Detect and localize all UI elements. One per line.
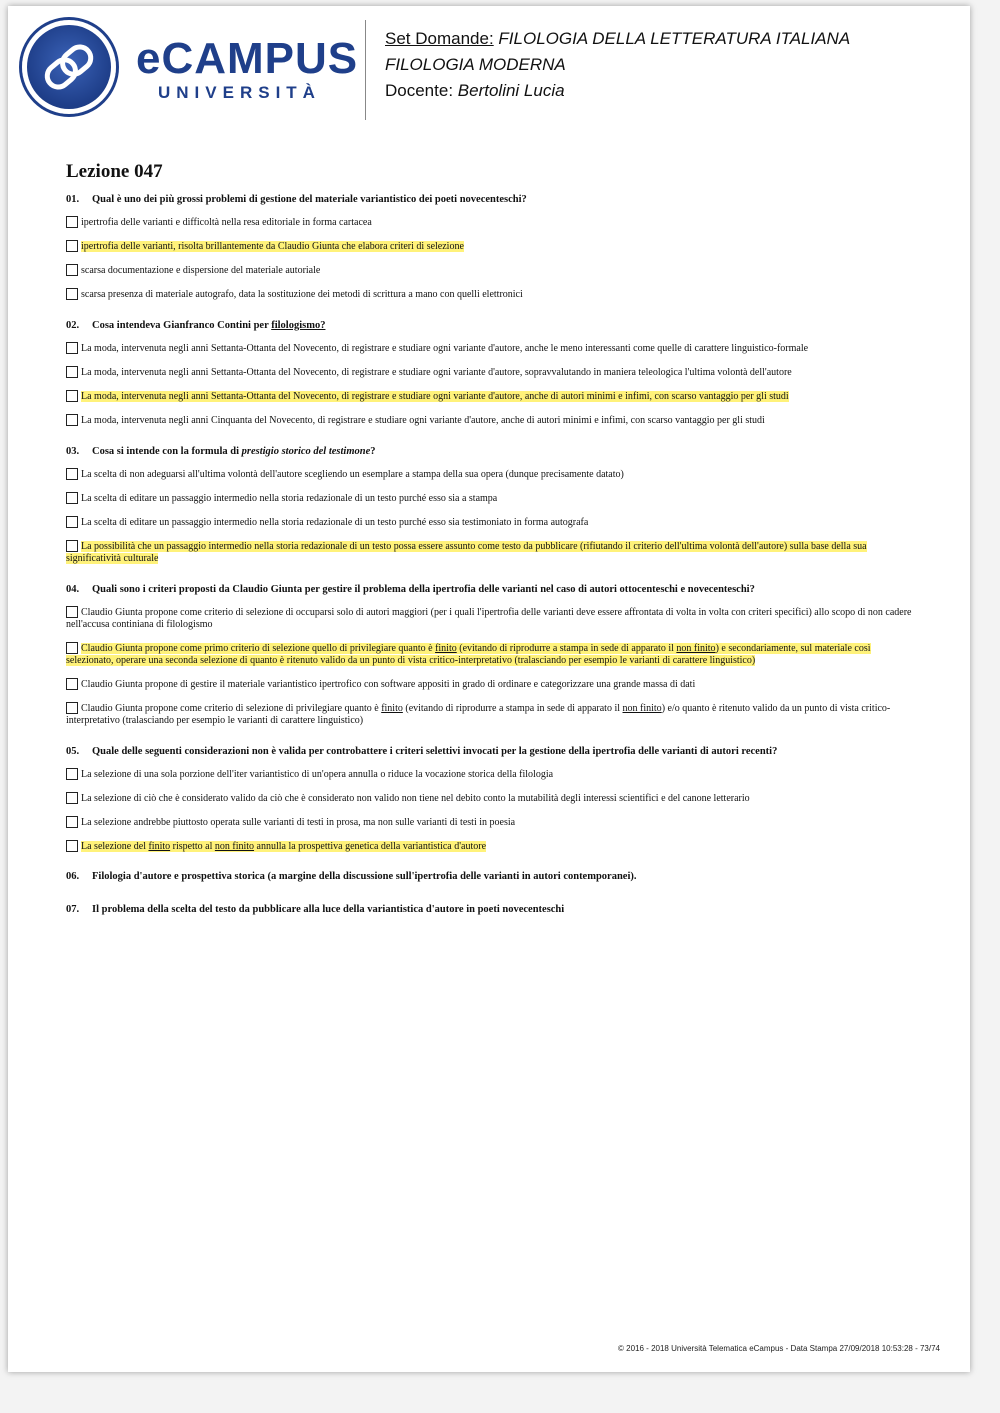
checkbox-icon[interactable] <box>66 702 78 714</box>
option-text: ipertrofia delle varianti e difficoltà nella resa editoriale in forma cartacea <box>81 217 372 228</box>
option-text: La scelta di editare un passaggio intermedio nella storia redazionale di un testo purché esso sia a stampa <box>81 493 498 504</box>
question-1 <box>66 193 916 207</box>
option-5b <box>66 792 916 805</box>
checkbox-icon[interactable] <box>66 390 78 402</box>
option-text: La scelta di non adeguarsi all'ultima volontà dell'autore scegliendo un esemplare a stampa della sua opera (dunque precisamente datato) <box>81 469 624 480</box>
question-6 <box>66 871 916 882</box>
question-mark: ? <box>370 446 376 457</box>
question-7 <box>66 904 916 915</box>
checkbox-icon[interactable] <box>66 840 78 852</box>
option-term: non finito <box>214 841 255 852</box>
option-3d <box>66 540 916 565</box>
option-text: La moda, intervenuta negli anni Cinquanta del Novecento, di registrare e studiare ogni variante d'autore, anche di autori minimi e infimi, con scarso vantaggio per gli studi <box>81 415 765 426</box>
question-block-2 <box>66 319 916 427</box>
brand-main: eCAMPUS <box>136 34 359 83</box>
question-text: Cosa si intende con la formula di <box>92 446 242 457</box>
page-header <box>8 6 970 126</box>
checkbox-icon[interactable] <box>66 792 78 804</box>
question-number: 03. <box>66 446 80 457</box>
option-1b <box>66 240 916 253</box>
option-5c <box>66 816 916 829</box>
checkbox-icon[interactable] <box>66 768 78 780</box>
brand-wordmark <box>136 34 359 104</box>
option-text: La moda, intervenuta negli anni Settanta-Ottanta del Novecento, di registrare e studiare ogni variante d'autore, anche le meno interessanti come quelle di carattere linguistico-formale <box>81 343 809 354</box>
question-number: 06. <box>66 871 80 882</box>
option-text: scarsa documentazione e dispersione del materiale autoriale <box>81 265 321 276</box>
question-term: prestigio storico del testimone <box>241 446 371 457</box>
option-text-part: La selezione del <box>81 841 149 852</box>
checkbox-icon[interactable] <box>66 264 78 276</box>
question-3 <box>66 445 916 459</box>
option-3a <box>66 468 916 481</box>
option-text: La selezione di ciò che è considerato valido da ciò che è considerato non valido non tiene nel debito conto la mutabilità degli interessi scientifici e del canone letterario <box>81 793 750 804</box>
option-text-part: annulla la prospettiva genetica della variantistica d'autore <box>254 841 487 852</box>
checkbox-icon[interactable] <box>66 642 78 654</box>
option-text: scarsa presenza di materiale autografo, data la sostituzione dei metodi di scrittura a mano con quelli elettronici <box>81 289 523 300</box>
option-text-part: Claudio Giunta propone come primo criterio di selezione quello di privilegiare quanto è <box>81 643 436 654</box>
option-text-part: rispetto al <box>170 841 215 852</box>
set-info <box>385 26 850 104</box>
option-5d <box>66 840 916 853</box>
option-term: finito <box>148 841 171 852</box>
question-block-4 <box>66 583 916 727</box>
question-number: 01. <box>66 194 80 205</box>
option-term: finito <box>435 643 457 654</box>
question-term: filologismo? <box>271 320 326 331</box>
option-text-part: ) e/o quanto è ritenuto valido da un punto di vista critico-interpretativo (tralasciando per esempio le varianti di carattere linguistico) <box>66 703 891 726</box>
brand-sub: UNIVERSITÀ <box>158 83 321 102</box>
option-text-part: (evitando di riprodurre a stampa in sede di apparato il <box>456 643 677 654</box>
option-text-part: ) e secondariamente, sul materiale così selezionato, operare una seconda selezione di quanto è ritenuto valido da un punto di vista critico-interpretativo (tralasciando per esempio le varianti di carattere linguistico) <box>66 643 871 666</box>
option-4a <box>66 606 916 631</box>
question-text: Quale delle seguenti considerazioni non è valida per controbattere i criteri selettivi invocati per la gestione della ipertrofia delle varianti di autori recenti? <box>92 746 778 757</box>
checkbox-icon[interactable] <box>66 516 78 528</box>
option-text-highlighted <box>81 841 486 852</box>
option-4d <box>66 702 916 727</box>
question-text: Qual è uno dei più grossi problemi di gestione del materiale variantistico dei poeti novecenteschi? <box>92 194 527 205</box>
header-divider <box>365 20 366 120</box>
ecampus-logo-icon <box>22 20 116 114</box>
option-4c <box>66 678 916 691</box>
question-text: Quali sono i criteri proposti da Claudio Giunta per gestire il problema della ipertrofia delle varianti nel caso di autori ottocenteschi e novecenteschi? <box>92 584 755 595</box>
checkbox-icon[interactable] <box>66 606 78 618</box>
checkbox-icon[interactable] <box>66 288 78 300</box>
question-block-5 <box>66 745 916 853</box>
degree-name: FILOLOGIA MODERNA <box>385 55 566 74</box>
checkbox-icon[interactable] <box>66 540 78 552</box>
option-2d <box>66 414 916 427</box>
page-footer: © 2016 - 2018 Università Telematica eCampus - Data Stampa 27/09/2018 10:53:28 - 73/74 <box>618 1344 940 1353</box>
teacher-label: Docente: <box>385 81 454 100</box>
option-2b <box>66 366 916 379</box>
checkbox-icon[interactable] <box>66 468 78 480</box>
question-text: Cosa intendeva Gianfranco Contini per <box>92 320 272 331</box>
option-text: La selezione di una sola porzione dell'iter variantistico di un'opera annulla o riduce la vocazione storica della filologia <box>81 769 554 780</box>
option-text-part: (evitando di riprodurre a stampa in sede di apparato il <box>402 703 623 714</box>
option-text: La scelta di editare un passaggio intermedio nella storia redazionale di un testo purché esso sia testimoniato in forma autografa <box>81 517 589 528</box>
checkbox-icon[interactable] <box>66 492 78 504</box>
question-2 <box>66 319 916 333</box>
checkbox-icon[interactable] <box>66 342 78 354</box>
option-text-highlighted: La moda, intervenuta negli anni Settanta-Ottanta del Novecento, di registrare e studiare ogni variante d'autore, anche di autori minimi e infimi, con scarso vantaggio per gli studi <box>81 391 789 402</box>
set-label: Set Domande: <box>385 29 494 48</box>
teacher-line <box>385 78 850 104</box>
questions-content <box>66 161 916 937</box>
option-term: non finito <box>676 643 716 654</box>
checkbox-icon[interactable] <box>66 816 78 828</box>
document-page <box>8 6 970 1372</box>
option-text: La selezione andrebbe piuttosto operata sulle varianti di testi in prosa, ma non sulle varianti di testi in poesia <box>81 817 516 828</box>
checkbox-icon[interactable] <box>66 240 78 252</box>
option-term: finito <box>381 703 403 714</box>
question-block-3 <box>66 445 916 565</box>
option-1d <box>66 288 916 301</box>
question-block-1 <box>66 193 916 301</box>
question-text: Filologia d'autore e prospettiva storica (a margine della discussione sull'ipertrofia delle varianti in autori contemporanei). <box>92 871 637 882</box>
question-number: 07. <box>66 904 80 915</box>
checkbox-icon[interactable] <box>66 366 78 378</box>
option-term: non finito <box>622 703 662 714</box>
option-text-highlighted <box>66 643 871 666</box>
option-1a <box>66 216 916 229</box>
checkbox-icon[interactable] <box>66 216 78 228</box>
question-number: 02. <box>66 320 80 331</box>
option-text-highlighted: La possibilità che un passaggio intermedio nella storia redazionale di un testo possa essere assunto come testo da pubblicare (rifiutando il criterio dell'ultima volontà dell'autore) sulla base della sua significatività culturale <box>66 541 867 564</box>
option-text-highlighted: ipertrofia delle varianti, risolta brillantemente da Claudio Giunta che elabora criteri di selezione <box>81 241 464 252</box>
option-3c <box>66 516 916 529</box>
option-2c <box>66 390 916 403</box>
option-3b <box>66 492 916 505</box>
course-title: FILOLOGIA DELLA LETTERATURA ITALIANA <box>498 29 851 48</box>
lesson-title: Lezione 047 <box>66 161 163 182</box>
question-number: 05. <box>66 746 80 757</box>
question-number: 04. <box>66 584 80 595</box>
question-text: Il problema della scelta del testo da pubblicare alla luce della variantistica d'autore in poeti novecenteschi <box>92 904 565 915</box>
option-1c <box>66 264 916 277</box>
option-2a <box>66 342 916 355</box>
option-text-part: Claudio Giunta propone come criterio di selezione di privilegiare quanto è <box>81 703 382 714</box>
option-text: Claudio Giunta propone come criterio di selezione di occuparsi solo di autori maggiori (per i quali l'ipertrofia delle varianti deve essere affrontata di volta in volta con criteri specifici) allo scopo di non cadere nell'accusa continiana di filologismo <box>66 607 912 630</box>
question-4 <box>66 583 916 597</box>
option-text: La moda, intervenuta negli anni Settanta-Ottanta del Novecento, di registrare e studiare ogni variante d'autore, sopravvalutando in maniera teleologica l'ultima volontà dell'autore <box>81 367 792 378</box>
set-line <box>385 26 850 52</box>
checkbox-icon[interactable] <box>66 678 78 690</box>
question-5 <box>66 745 916 759</box>
option-5a <box>66 768 916 781</box>
option-4b <box>66 642 916 667</box>
checkbox-icon[interactable] <box>66 414 78 426</box>
option-text: Claudio Giunta propone di gestire il materiale variantistico ipertrofico con software appositi in grado di ordinare e categorizzare una grande massa di dati <box>81 679 696 690</box>
teacher-name: Bertolini Lucia <box>457 81 565 100</box>
